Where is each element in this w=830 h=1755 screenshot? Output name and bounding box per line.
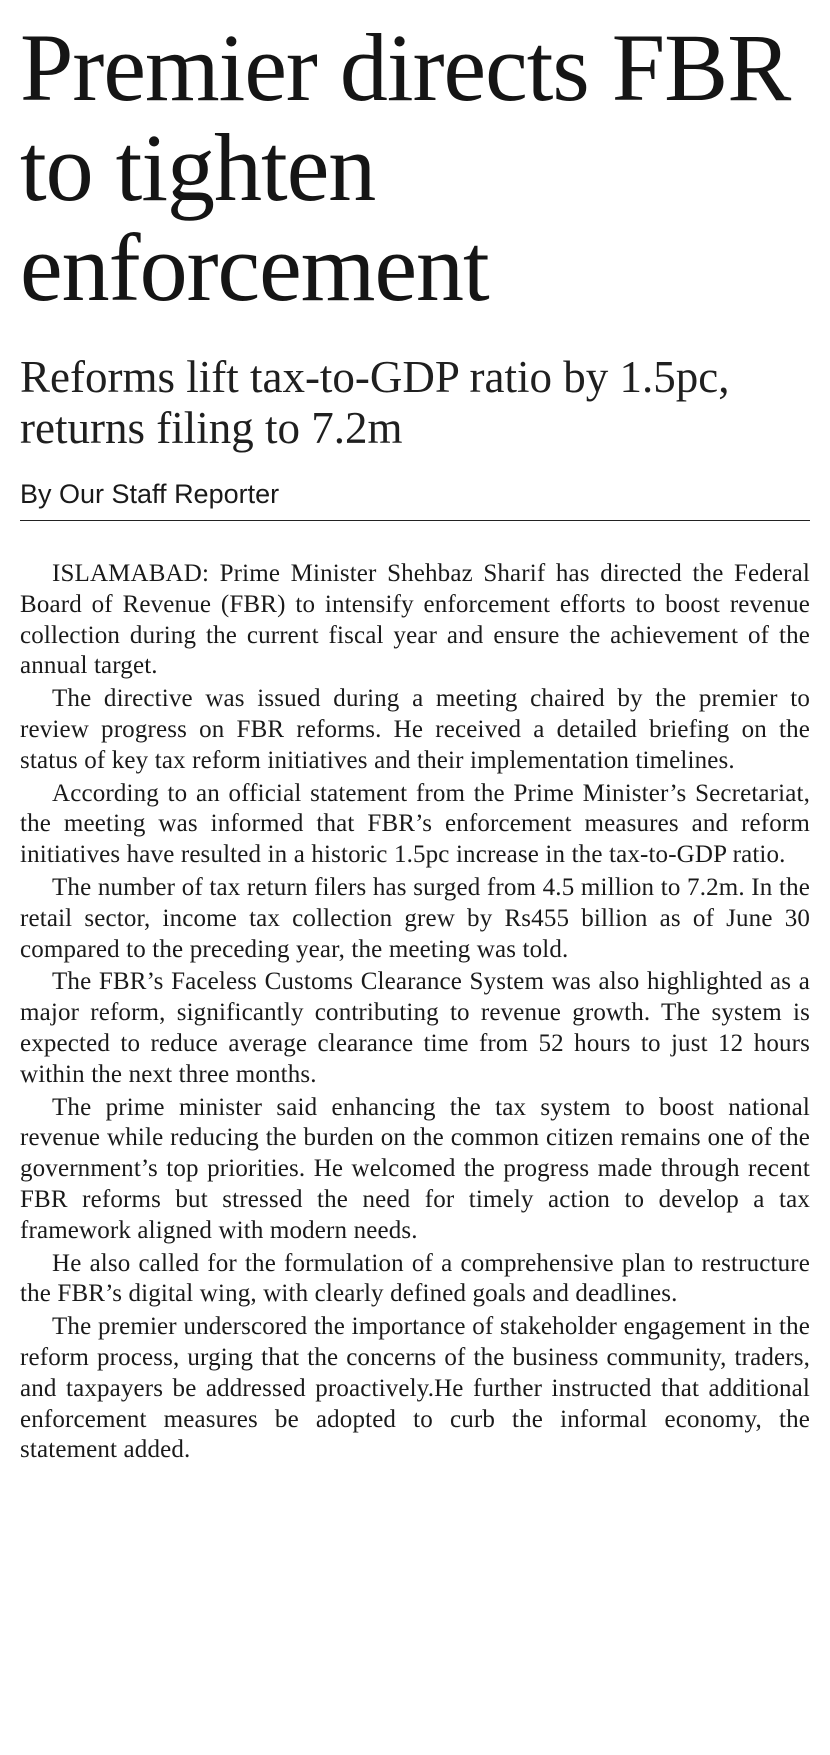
paragraph: The directive was issued during a meeting chaired by the premier to review progress on FBR reforms. He received a detailed briefing on the status of key tax reform initiatives and their implementation timelines. (20, 685, 810, 774)
paragraph: ISLAMABAD: Prime Minister Shehbaz Sharif has directed the Federal Board of Revenue (FBR) to intensify enforcement efforts to boost revenue collection during the current fiscal year and ensure the achievement of the annual target. (20, 560, 810, 680)
paragraph: The FBR’s Faceless Customs Clearance System was also highlighted as a major reform, significantly contributing to revenue growth. The system is expected to reduce average clearance time from 52 hours to just 12 hours within the next three months. (20, 968, 810, 1088)
paragraph: The number of tax return filers has surged from 4.5 million to 7.2m. In the retail sector, income tax collection grew by Rs455 billion as of June 30 compared to the preceding year, the meeting was told. (20, 873, 810, 963)
article-body (20, 559, 810, 1466)
byline: By Our Staff Reporter (20, 478, 810, 521)
paragraph: He also called for the formulation of a comprehensive plan to restructure the FBR’s digital wing, with clearly defined goals and deadlines. (20, 1249, 810, 1308)
news-article (20, 14, 810, 1466)
paragraph: The prime minister said enhancing the tax system to boost national revenue while reducing the burden on the common citizen remains one of the government’s top priorities. He welcomed the progress made through recent FBR reforms but stressed the need for timely action to develop a tax framework aligned with modern needs. (20, 1093, 810, 1244)
headline: Premier directs FBR to tighten enforcement (20, 14, 791, 321)
subheadline: Reforms lift tax-to-GDP ratio by 1.5pc, returns filing to 7.2m (20, 352, 730, 453)
paragraph: The premier underscored the importance of stakeholder engagement in the reform process, urging that the concerns of the business community, traders, and taxpayers be addressed proactively.He further instructed that additional enforcement measures be adopted to curb the informal economy, the statement added. (20, 1313, 810, 1464)
paragraph: According to an official statement from the Prime Minister’s Secretariat, the meeting was informed that FBR’s enforcement measures and reform initiatives have resulted in a historic 1.5pc increase in the tax-to-GDP ratio. (20, 779, 810, 869)
